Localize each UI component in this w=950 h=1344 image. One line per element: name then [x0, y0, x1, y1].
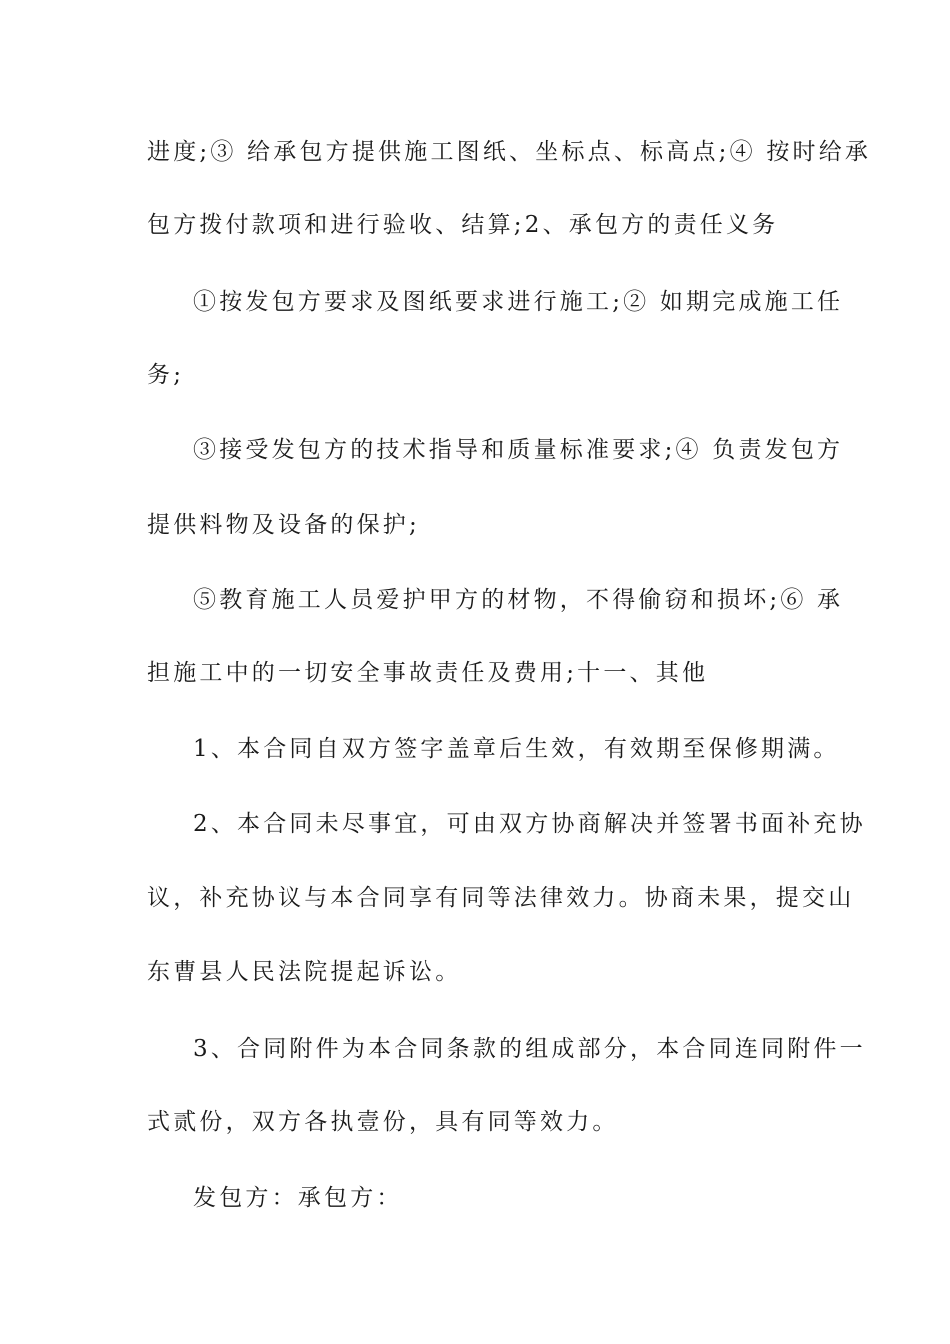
text-line: 议，补充协议与本合同享有同等法律效力。协商未果，提交山 — [147, 885, 855, 911]
signature-line: 发包方：承包方： — [193, 1185, 403, 1211]
text-line: ③接受发包方的技术指导和质量标准要求;④ 负责发包方 — [193, 437, 844, 463]
text-line: 东曹县人民法院提起诉讼。 — [147, 959, 462, 985]
text-line: 提供料物及设备的保护; — [147, 512, 420, 538]
text-line: 包方拨付款项和进行验收、结算;2、承包方的责任义务 — [147, 212, 779, 238]
text-line: 务; — [147, 362, 185, 388]
text-line: ⑤教育施工人员爱护甲方的材物，不得偷窃和损坏;⑥ 承 — [193, 587, 844, 613]
text-line: 进度;③ 给承包方提供施工图纸、坐标点、标高点;④ 按时给承 — [147, 139, 872, 165]
text-line: 2、本合同未尽事宜，可由双方协商解决并签署书面补充协 — [193, 811, 866, 837]
text-line: 1、本合同自双方签字盖章后生效，有效期至保修期满。 — [193, 736, 840, 762]
text-line: 3、合同附件为本合同条款的组成部分，本合同连同附件一 — [193, 1036, 866, 1062]
text-line: 担施工中的一切安全事故责任及费用;十一、其他 — [147, 660, 709, 686]
text-line: ①按发包方要求及图纸要求进行施工;② 如期完成施工任 — [193, 289, 844, 315]
text-line: 式贰份，双方各执壹份，具有同等效力。 — [147, 1109, 619, 1135]
